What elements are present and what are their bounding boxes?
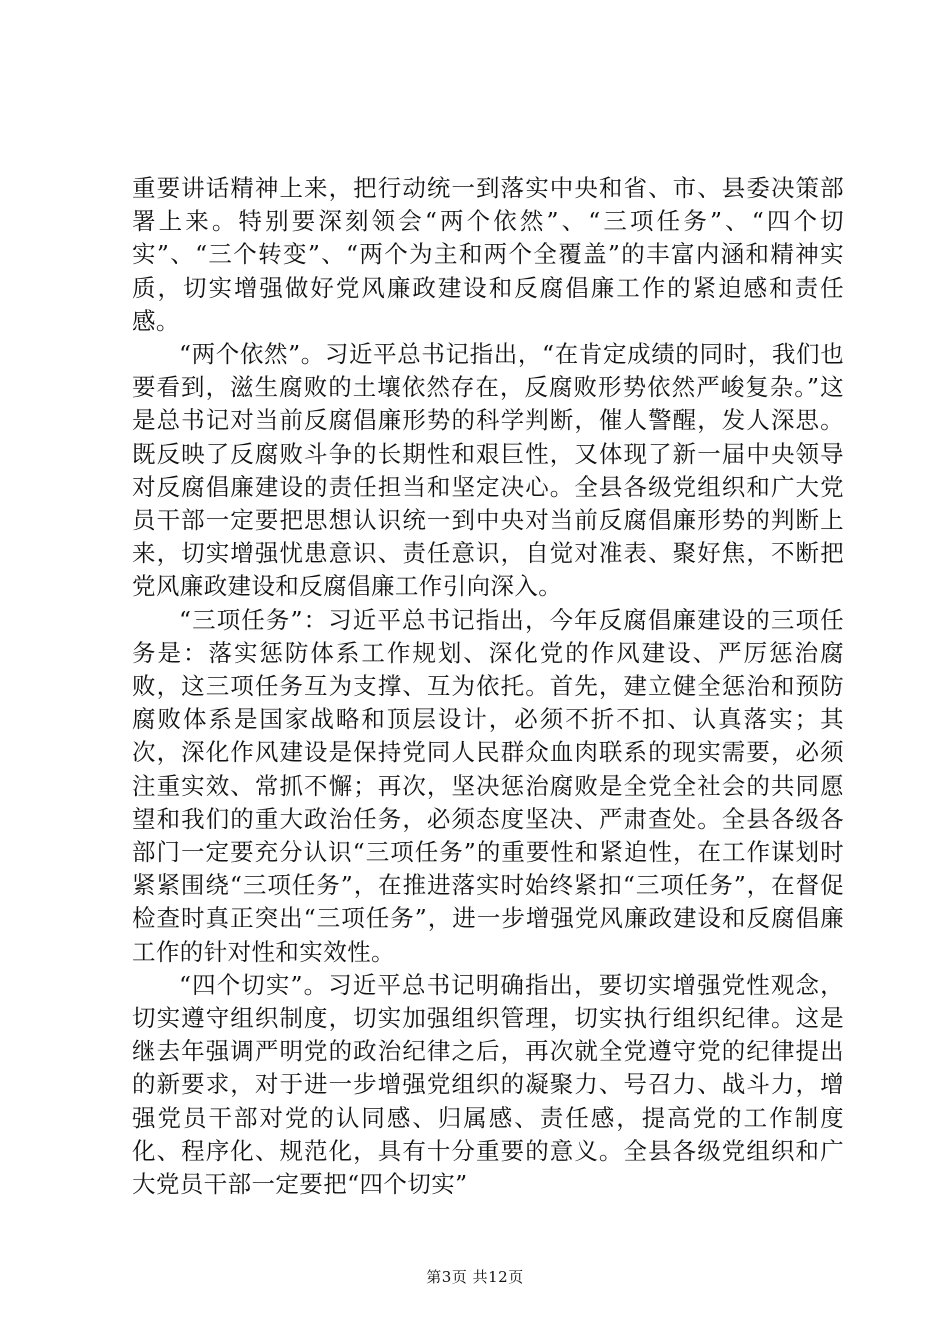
document-body bbox=[132, 172, 844, 1201]
paragraph-two-yiran: “两个依然”。习近平总书记指出，“在肯定成绩的同时，我们也要看到，滋生腐败的土壤依然存在，反腐败形势依然严峻复杂。”这是总书记对当前反腐倡廉形势的科学判断，催人警醒，发人深思。既反映了反腐败斗争的长期性和艰巨性，又体现了新一届中央领导对反腐倡廉建设的责任担当和坚定决心。全县各级党组织和广大党员干部一定要把思想认识统一到中央对当前反腐倡廉形势的判断上来，切实增强忧患意识、责任意识，自觉对准表、聚好焦，不断把党风廉政建设和反腐倡廉工作引向深入。 bbox=[132, 340, 844, 601]
paragraph-continuation: 重要讲话精神上来，把行动统一到落实中央和省、市、县委决策部署上来。特别要深刻领会“两个依然”、“三项任务”、“四个切实”、“三个转变”、“两个为主和两个全覆盖”的丰富内涵和精神实质，切实增强做好党风廉政建设和反腐倡廉工作的紧迫感和责任感。 bbox=[132, 174, 844, 335]
paragraph-three-tasks: “三项任务”：习近平总书记指出，今年反腐倡廉建设的三项任务是：落实惩防体系工作规划、深化党的作风建设、严厉惩治腐败，这三项任务互为支撑、互为依托。首先，建立健全惩治和预防腐败体系是国家战略和顶层设计，必须不折不扣、认真落实；其次，深化作风建设是保持党同人民群众血肉联系的现实需要，必须注重实效、常抓不懈；再次，坚决惩治腐败是全党全社会的共同愿望和我们的重大政治任务，必须态度坚决、严肃查处。全县各级各部门一定要充分认识“三项任务”的重要性和紧迫性，在工作谋划时紧紧围绕“三项任务”，在推进落实时始终紧扣“三项任务”，在督促检查时真正突出“三项任务”，进一步增强党风廉政建设和反腐倡廉工作的针对性和实效性。 bbox=[132, 605, 844, 966]
page-number-footer: 第3页 共12页 bbox=[426, 1268, 524, 1286]
paragraph-four-qieshi: “四个切实”。习近平总书记明确指出，要切实增强党性观念，切实遵守组织制度，切实加强组织管理，切实执行组织纪律。这是继去年强调严明党的政治纪律之后，再次就全党遵守党的纪律提出的新要求，对于进一步增强党组织的凝聚力、号召力、战斗力，增强党员干部对党的认同感、归属感、责任感，提高党的工作制度化、程序化、规范化，具有十分重要的意义。全县各级党组织和广大党员干部一定要把“四个切实” bbox=[132, 970, 844, 1199]
